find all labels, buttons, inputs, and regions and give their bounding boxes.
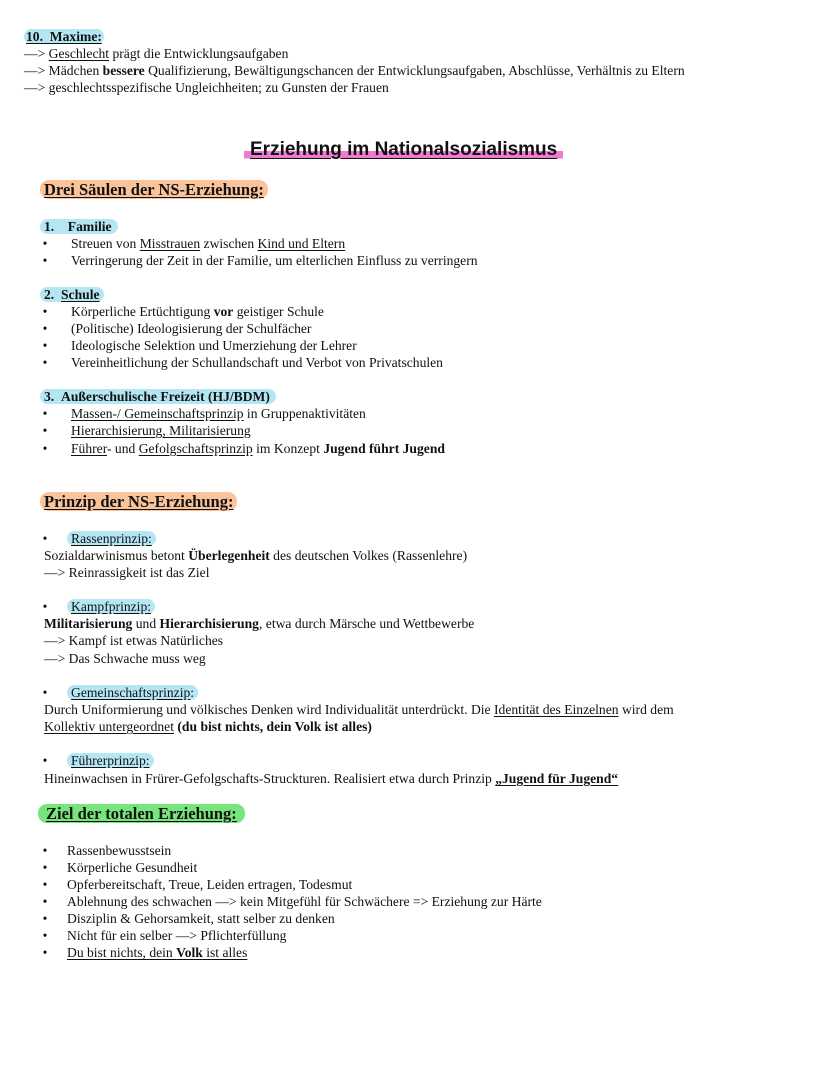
ziel-item-2: Körperliche Gesundheit [67,860,198,875]
bullet-icon: • [42,304,48,319]
familie-item-1-pre: Streuen von [71,236,140,251]
kampf-title-wrap [67,598,155,615]
freizeit-item-3-rest: im Konzept [252,441,324,456]
bullet-icon: • [42,406,48,421]
bullet-icon: • [42,338,48,353]
maxime-heading-highlight [24,29,104,44]
bullet-icon: • [42,860,48,875]
maxime-line-3 [24,79,389,96]
arrow: —> [44,565,66,580]
saeulen-heading-wrap [40,181,268,199]
arrow: —> [24,80,46,95]
maxime-line-1 [24,45,288,62]
schule-item-1-rest: geistiger Schule [233,304,324,319]
schule-heading-highlight [40,287,104,302]
kampf-line-1 [44,615,474,632]
bullet-icon: • [42,355,48,370]
kampf-line-3-text: Das Schwache muss weg [68,651,206,666]
gemeinschaft-title-wrap [67,684,198,701]
gemeinschaft-line-1-pre: Durch Uniformierung und völkisches Denken wird Individualität unterdrückt. Die [44,702,494,717]
fuehrer-line-1-pre: Hineinwachsen in Frürer-Gefolgschafts-Struckturen. Realisiert etwa durch Prinzip [44,771,496,786]
freizeit-item-3 [71,440,445,457]
bullet-icon: • [42,253,48,268]
freizeit-item-1-rest: in Gruppenaktivitäten [243,406,366,421]
freizeit-heading [40,388,276,405]
rassen-line-2 [44,564,210,581]
kampf-line-3 [44,650,206,667]
fuehrer-line-1-bold: „Jugend für Jugend“ [495,771,619,786]
bullet-icon: • [42,911,48,926]
familie-title: Familie [67,219,112,234]
familie-item-1-u2: Kind und Eltern [257,236,346,251]
gemeinschaft-line-2-bold: (du bist nichts, dein Volk ist alles) [174,719,372,734]
rassen-line-1-rest: des deutschen Volkes (Rassenlehre) [269,548,468,563]
freizeit-item-3-u2: Gefolgschaftsprinzip [138,441,253,456]
freizeit-item-2-u: Hierarchisierung, Militarisierung [71,423,251,438]
rassen-title: Rassenprinzip: [67,531,156,546]
gemeinschaft-line-2 [44,718,372,735]
familie-item-1-mid: zwischen [200,236,258,251]
familie-item-1-u1: Misstrauen [139,236,201,251]
main-title: Erziehung im Nationalsozialismus [244,139,563,160]
kampf-line-2 [44,632,223,649]
ziel-item-3: Opferbereitschaft, Treue, Leiden ertragen, Todesmut [67,877,353,892]
prinzip-heading-wrap [40,493,237,511]
schule-item-2: (Politische) Ideologisierung der Schulfächer [71,321,312,336]
ziel-item-7-rest: ist alles [202,945,248,960]
arrow: —> [44,633,66,648]
familie-item-1 [71,235,345,252]
maxime-line-2 [24,62,685,79]
ziel-item-5: Disziplin & Gehorsamkeit, statt selber zu denken [67,911,335,926]
bullet-icon: • [42,928,48,943]
fuehrer-title-wrap [67,752,154,769]
freizeit-item-3-u1: Führer [71,441,107,456]
kampf-line-1-mid: und [132,616,160,631]
ziel-heading: Ziel der totalen Erziehung: [38,804,245,823]
arrow: —> [24,63,46,78]
bullet-icon: • [42,753,48,768]
ziel-item-1: Rassenbewusstsein [67,843,172,858]
ziel-heading-wrap [38,805,245,823]
fuehrer-line-1 [44,770,618,787]
bullet-icon: • [42,685,48,700]
saeulen-heading: Drei Säulen der NS-Erziehung: [40,180,268,199]
freizeit-item-1 [71,405,366,422]
gemeinschaft-title: Gemeinschaftsprinzip [71,685,191,700]
maxime-heading [24,28,104,45]
kampf-line-1-rest: , etwa durch Märsche und Wettbewerbe [258,616,475,631]
schule-number: 2. [44,287,55,302]
fuehrer-title: Führerprinzip: [67,753,154,768]
bullet-icon: • [42,423,48,438]
gemeinschaft-line-1-u: Identität des Einzelnen [494,702,619,717]
arrow: —> [44,651,66,666]
bullet-icon: • [42,321,48,336]
schule-item-1-bold: vor [213,304,234,319]
maxime-line-1-text: prägt die Entwicklungsaufgaben [109,46,289,61]
maxime-number: 10. [26,29,43,44]
bullet-icon: • [42,531,48,546]
freizeit-item-3-mid: - und [106,441,139,456]
ziel-item-7-bold: Volk [176,945,203,960]
kampf-line-1-b1: Militarisierung [44,616,133,631]
freizeit-heading-highlight [40,389,276,404]
freizeit-item-3-bold: Jugend führt Jugend [323,441,445,456]
ziel-item-6: Nicht für ein selber —> Pflichterfüllung [67,928,287,943]
maxime-line-2-text: Qualifizierung, Bewältigungschancen der Entwicklungsaufgaben, Abschlüsse, Verhältnis zu Eltern [144,63,685,78]
maxime-line-3-text: geschlechtsspezifische Ungleichheiten; zu Gunsten der Frauen [48,80,389,95]
kampf-line-1-b2: Hierarchisierung [159,616,259,631]
main-title-wrap [244,141,563,159]
schule-title: Schule [61,287,100,302]
bullet-icon: • [42,441,48,456]
bullet-icon: • [42,877,48,892]
familie-heading-highlight [40,219,118,234]
maxime-title: Maxime: [49,29,102,44]
rassen-title-wrap [67,530,156,547]
bullet-icon: • [42,236,48,251]
ziel-item-7-underlined [67,945,247,960]
arrow: —> [24,46,46,61]
gemeinschaft-colon: : [190,685,195,700]
freizeit-number: 3. [44,389,55,404]
ziel-item-7 [67,944,247,961]
rassen-line-1-bold: Überlegenheit [188,548,270,563]
bullet-icon: • [42,945,48,960]
bullet-icon: • [42,843,48,858]
kampf-line-2-text: Kampf ist etwas Natürliches [68,633,224,648]
gemeinschaft-title-highlight [67,685,198,700]
gemeinschaft-line-2-u: Kollektiv untergeordnet [44,719,174,734]
gemeinschaft-line-1 [44,701,674,718]
freizeit-item-2 [71,422,251,439]
schule-item-1-pre: Körperliche Ertüchtigung [71,304,214,319]
maxime-line-1-underlined: Geschlecht [48,46,110,61]
familie-item-2: Verringerung der Zeit in der Familie, um elterlichen Einfluss zu verringern [71,253,478,268]
bullet-icon: • [42,599,48,614]
ziel-item-4: Ablehnung des schwachen —> kein Mitgefühl für Schwächere => Erziehung zur Härte [67,894,542,909]
freizeit-title: Außerschulische Freizeit (HJ/BDM) [61,389,270,404]
maxime-line-2-pre: Mädchen [48,63,103,78]
freizeit-item-1-u: Massen-/ Gemeinschaftsprinzip [71,406,244,421]
familie-heading [40,218,118,235]
schule-item-4: Vereinheitlichung der Schullandschaft und Verbot von Privatschulen [71,355,443,370]
ziel-item-7-pre: Du bist nichts, dein [67,945,177,960]
schule-heading [40,286,104,303]
gemeinschaft-line-1-rest: wird dem [618,702,674,717]
rassen-line-2-text: Reinrassigkeit ist das Ziel [68,565,210,580]
rassen-line-1 [44,547,467,564]
familie-number: 1. [44,219,55,234]
rassen-line-1-pre: Sozialdarwinismus betont [44,548,189,563]
maxime-line-2-bold: bessere [102,63,145,78]
kampf-title: Kampfprinzip: [67,599,155,614]
schule-item-1 [71,303,324,320]
bullet-icon: • [42,894,48,909]
prinzip-heading: Prinzip der NS-Erziehung: [40,492,237,511]
schule-item-3: Ideologische Selektion und Umerziehung der Lehrer [71,338,357,353]
